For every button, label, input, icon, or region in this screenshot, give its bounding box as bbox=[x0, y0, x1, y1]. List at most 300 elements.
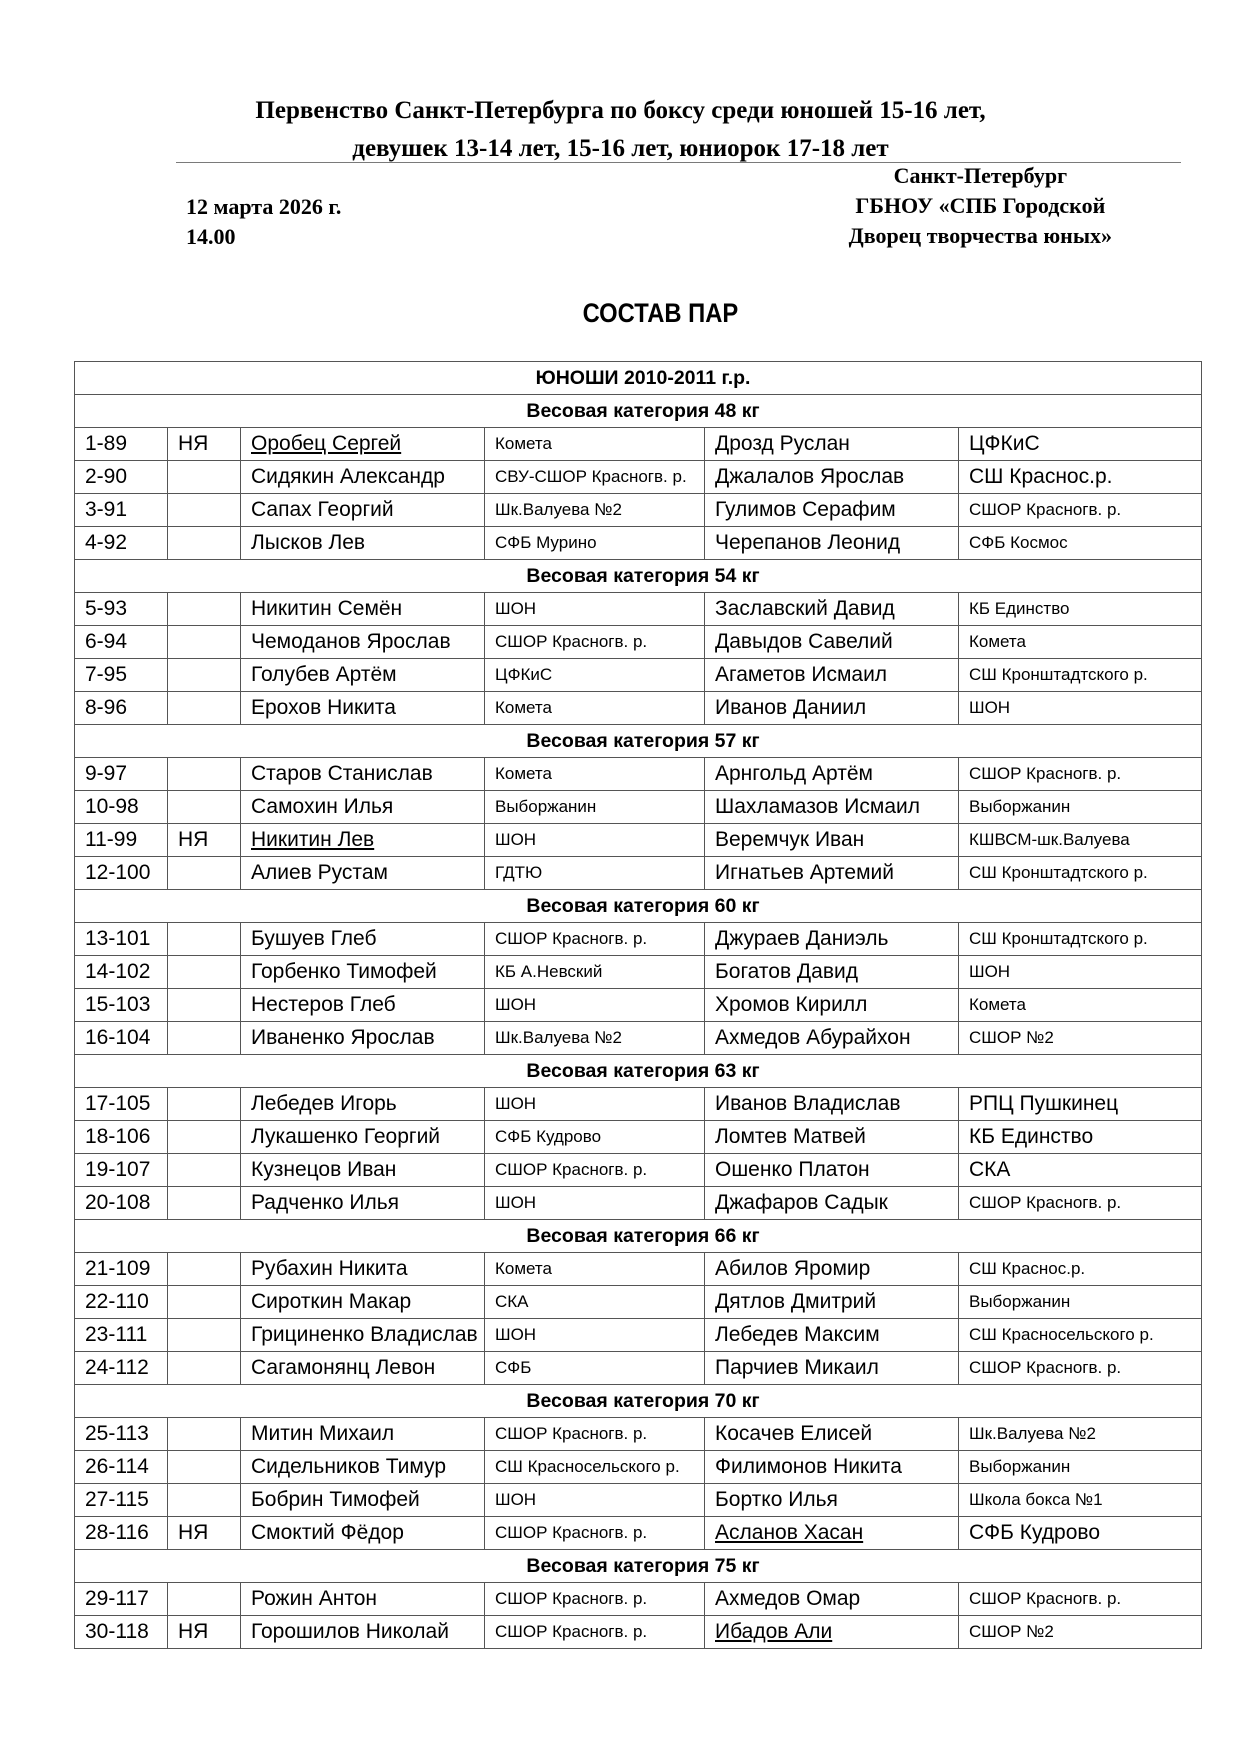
title-line-1: Первенство Санкт-Петербурга по боксу среди юношей 15-16 лет, bbox=[255, 97, 986, 124]
pair-row bbox=[75, 1451, 1202, 1484]
boxer-2-name: Давыдов Савелий bbox=[715, 630, 893, 653]
pair-number-cell bbox=[75, 1088, 168, 1121]
pair-number-cell bbox=[75, 989, 168, 1022]
boxer-2-club: КБ Единство bbox=[969, 1125, 1094, 1148]
pair-number-cell bbox=[75, 857, 168, 890]
boxer-1-name-cell bbox=[241, 1286, 485, 1319]
weight-category-title: Весовая категория 66 кг bbox=[75, 1220, 1202, 1253]
no-show-mark-cell bbox=[168, 1451, 241, 1484]
title-line-2: девушек 13-14 лет, 15-16 лет, юниорок 17-18 лет bbox=[352, 135, 889, 162]
pair-number-cell bbox=[75, 1253, 168, 1286]
boxer-1-club-cell bbox=[485, 1352, 705, 1385]
boxer-1-name-cell bbox=[241, 1517, 485, 1550]
boxer-2-club: ЦФКиС bbox=[969, 432, 1040, 455]
boxer-2-club-cell bbox=[959, 824, 1202, 857]
weight-category-title: Весовая категория 60 кг bbox=[75, 890, 1202, 923]
boxer-1-club: ШОН bbox=[495, 1490, 537, 1509]
pair-number: 13-101 bbox=[85, 927, 151, 950]
boxer-2-club-cell bbox=[959, 494, 1202, 527]
boxer-2-club: СШОР Красногв. р. bbox=[969, 1193, 1122, 1212]
boxer-1-name-cell bbox=[241, 1154, 485, 1187]
pair-number: 3-91 bbox=[85, 498, 128, 521]
pair-row bbox=[75, 1352, 1202, 1385]
boxer-1-name: Сироткин Макар bbox=[251, 1290, 412, 1313]
boxer-2-club: КШВСМ-шк.Валуева bbox=[969, 830, 1130, 849]
page-heading: СОСТАВ ПАР bbox=[582, 298, 739, 328]
pair-number: 26-114 bbox=[85, 1455, 149, 1478]
pair-row bbox=[75, 1088, 1202, 1121]
boxer-2-name: Веремчук Иван bbox=[715, 828, 865, 851]
boxer-2-name: Агаметов Исмаил bbox=[715, 663, 888, 686]
weight-category-title: Весовая категория 75 кг bbox=[75, 1550, 1202, 1583]
boxer-1-club: Выборжанин bbox=[495, 797, 597, 816]
no-show-mark-cell bbox=[168, 1418, 241, 1451]
pair-number-cell bbox=[75, 428, 168, 461]
pair-row bbox=[75, 1286, 1202, 1319]
boxer-2-name-cell bbox=[705, 527, 959, 560]
boxer-2-club: СШОР Красногв. р. bbox=[969, 1589, 1122, 1608]
boxer-2-name-cell bbox=[705, 692, 959, 725]
boxer-2-name-cell bbox=[705, 593, 959, 626]
boxer-1-name-cell bbox=[241, 1352, 485, 1385]
weight-category-title: Весовая категория 48 кг bbox=[75, 395, 1202, 428]
pair-number: 6-94 bbox=[85, 630, 128, 653]
boxer-2-club-cell bbox=[959, 428, 1202, 461]
pair-number-cell bbox=[75, 791, 168, 824]
boxer-1-club: СФБ bbox=[495, 1358, 532, 1377]
boxer-1-name: Голубев Артём bbox=[251, 663, 397, 686]
pair-row bbox=[75, 956, 1202, 989]
no-show-mark-cell bbox=[168, 1352, 241, 1385]
pair-row bbox=[75, 692, 1202, 725]
boxer-1-club-cell bbox=[485, 1286, 705, 1319]
boxer-1-name: Старов Станислав bbox=[251, 762, 433, 785]
no-show-mark-cell bbox=[168, 923, 241, 956]
boxer-2-club: СШ Кронштадтского р. bbox=[969, 863, 1148, 882]
boxer-2-club: СШ Красносельского р. bbox=[969, 1325, 1154, 1344]
pair-row bbox=[75, 989, 1202, 1022]
boxer-2-club-cell bbox=[959, 1286, 1202, 1319]
boxer-2-name-cell bbox=[705, 857, 959, 890]
boxer-2-name-cell bbox=[705, 1286, 959, 1319]
no-show-mark-cell bbox=[168, 1253, 241, 1286]
pair-number-cell bbox=[75, 659, 168, 692]
pair-row bbox=[75, 758, 1202, 791]
boxer-2-club: ШОН bbox=[969, 962, 1011, 981]
no-show-mark-cell bbox=[168, 461, 241, 494]
pair-row bbox=[75, 1517, 1202, 1550]
boxer-1-name-cell bbox=[241, 1418, 485, 1451]
no-show-mark-cell bbox=[168, 593, 241, 626]
boxer-1-club-cell bbox=[485, 1583, 705, 1616]
boxer-1-club-cell bbox=[485, 1154, 705, 1187]
pair-number-cell bbox=[75, 494, 168, 527]
boxer-1-name-cell bbox=[241, 1451, 485, 1484]
boxer-2-club: СШ Кронштадтского р. bbox=[969, 665, 1148, 684]
boxer-2-club-cell bbox=[959, 593, 1202, 626]
pair-number-cell bbox=[75, 1286, 168, 1319]
boxer-1-name: Никитин Семён bbox=[251, 597, 403, 620]
pair-number-cell bbox=[75, 593, 168, 626]
boxer-1-club: СШОР Красногв. р. bbox=[495, 1160, 648, 1179]
pair-number: 29-117 bbox=[85, 1587, 149, 1610]
pair-number-cell bbox=[75, 461, 168, 494]
pair-number: 17-105 bbox=[85, 1092, 151, 1115]
boxer-1-name: Сапах Георгий bbox=[251, 498, 394, 521]
event-time: 14.00 bbox=[186, 224, 236, 249]
boxer-2-name: Джафаров Садык bbox=[715, 1191, 888, 1214]
boxer-2-name: Иванов Даниил bbox=[715, 696, 867, 719]
event-date: 12 марта 2026 г. bbox=[186, 194, 342, 219]
boxer-2-club-cell bbox=[959, 1352, 1202, 1385]
boxer-1-club: КБ А.Невский bbox=[495, 962, 603, 981]
boxer-1-club-cell bbox=[485, 1616, 705, 1649]
boxer-2-name: Дятлов Дмитрий bbox=[715, 1290, 877, 1313]
no-show-mark: НЯ bbox=[178, 828, 209, 851]
boxer-2-club: СШ Краснос.р. bbox=[969, 465, 1113, 488]
boxer-1-name-cell bbox=[241, 527, 485, 560]
pair-number: 15-103 bbox=[85, 993, 151, 1016]
boxer-2-name-cell bbox=[705, 1418, 959, 1451]
no-show-mark-cell bbox=[168, 659, 241, 692]
pair-number: 1-89 bbox=[85, 432, 128, 455]
pair-number-cell bbox=[75, 1616, 168, 1649]
boxer-2-name: Богатов Давид bbox=[715, 960, 858, 983]
pair-number-cell bbox=[75, 1451, 168, 1484]
boxer-2-club-cell bbox=[959, 1451, 1202, 1484]
pair-number-cell bbox=[75, 692, 168, 725]
boxer-2-name-cell bbox=[705, 1088, 959, 1121]
boxer-1-club: СФБ Кудрово bbox=[495, 1127, 602, 1146]
boxer-2-name-cell bbox=[705, 1319, 959, 1352]
boxer-1-name-cell bbox=[241, 1088, 485, 1121]
section-row bbox=[75, 362, 1202, 395]
boxer-2-name-cell bbox=[705, 461, 959, 494]
boxer-1-club: ШОН bbox=[495, 995, 537, 1014]
boxer-2-club: СФБ Кудрово bbox=[969, 1521, 1100, 1544]
boxer-1-club: ШОН bbox=[495, 1193, 537, 1212]
pair-row bbox=[75, 1484, 1202, 1517]
boxer-1-club: ШОН bbox=[495, 599, 537, 618]
boxer-1-name: Иваненко Ярослав bbox=[251, 1026, 435, 1049]
boxer-1-name: Алиев Рустам bbox=[251, 861, 388, 884]
boxer-1-name-cell bbox=[241, 1253, 485, 1286]
pair-number-cell bbox=[75, 1418, 168, 1451]
boxer-1-name-cell bbox=[241, 758, 485, 791]
pair-number-cell bbox=[75, 758, 168, 791]
boxer-2-name-cell bbox=[705, 791, 959, 824]
boxer-2-name-cell bbox=[705, 758, 959, 791]
boxer-1-club: СКА bbox=[495, 1292, 529, 1311]
pair-number-cell bbox=[75, 824, 168, 857]
boxer-2-club-cell bbox=[959, 1022, 1202, 1055]
no-show-mark-cell bbox=[168, 1121, 241, 1154]
boxer-2-name-cell bbox=[705, 494, 959, 527]
pair-number: 16-104 bbox=[85, 1026, 151, 1049]
boxer-1-name: Сидякин Александр bbox=[251, 465, 445, 488]
boxer-1-club-cell bbox=[485, 1319, 705, 1352]
pair-number: 24-112 bbox=[85, 1356, 149, 1379]
boxer-2-name-cell bbox=[705, 626, 959, 659]
boxer-1-name: Сидельников Тимур bbox=[251, 1455, 446, 1478]
category-row bbox=[75, 395, 1202, 428]
boxer-2-name: Бортко Илья bbox=[715, 1488, 838, 1511]
boxer-2-name: Парчиев Микаил bbox=[715, 1356, 879, 1379]
no-show-mark-cell bbox=[168, 527, 241, 560]
boxer-1-club-cell bbox=[485, 1253, 705, 1286]
boxer-2-club: Выборжанин bbox=[969, 797, 1071, 816]
no-show-mark-cell bbox=[168, 494, 241, 527]
pair-row bbox=[75, 923, 1202, 956]
boxer-1-name: Горбенко Тимофей bbox=[251, 960, 437, 983]
boxer-1-name-cell bbox=[241, 956, 485, 989]
boxer-2-club-cell bbox=[959, 857, 1202, 890]
boxer-2-club: Комета bbox=[969, 632, 1026, 651]
boxer-1-club: Комета bbox=[495, 698, 552, 717]
pair-number: 14-102 bbox=[85, 960, 151, 983]
boxer-1-club-cell bbox=[485, 857, 705, 890]
category-row bbox=[75, 1385, 1202, 1418]
pair-number: 10-98 bbox=[85, 795, 139, 818]
boxer-1-name: Лысков Лев bbox=[251, 531, 366, 554]
boxer-1-club-cell bbox=[485, 527, 705, 560]
pair-number: 11-99 bbox=[85, 828, 138, 851]
boxer-1-name-cell bbox=[241, 1022, 485, 1055]
boxer-1-club-cell bbox=[485, 1088, 705, 1121]
no-show-mark-cell bbox=[168, 989, 241, 1022]
boxer-1-club: ЦФКиС bbox=[495, 665, 553, 684]
boxer-2-club-cell bbox=[959, 1088, 1202, 1121]
pair-number-cell bbox=[75, 1121, 168, 1154]
boxer-1-club: СШОР Красногв. р. bbox=[495, 1523, 648, 1542]
no-show-mark-cell bbox=[168, 857, 241, 890]
boxer-2-club-cell bbox=[959, 659, 1202, 692]
boxer-1-club-cell bbox=[485, 593, 705, 626]
pair-row bbox=[75, 527, 1202, 560]
boxer-2-name: Ибадов Али bbox=[715, 1620, 833, 1643]
pair-row bbox=[75, 791, 1202, 824]
no-show-mark-cell bbox=[168, 1517, 241, 1550]
boxer-2-club-cell bbox=[959, 1616, 1202, 1649]
boxer-1-club-cell bbox=[485, 1022, 705, 1055]
boxer-2-club: СШОР №2 bbox=[969, 1622, 1054, 1641]
boxer-2-club: СШОР Красногв. р. bbox=[969, 500, 1122, 519]
boxer-1-club-cell bbox=[485, 1418, 705, 1451]
boxer-1-club-cell bbox=[485, 659, 705, 692]
pair-row bbox=[75, 857, 1202, 890]
boxer-1-club: СШ Красносельского р. bbox=[495, 1457, 680, 1476]
pair-number: 21-109 bbox=[85, 1257, 151, 1280]
boxer-1-name-cell bbox=[241, 1583, 485, 1616]
pair-number-cell bbox=[75, 1583, 168, 1616]
pair-row bbox=[75, 494, 1202, 527]
boxer-2-club-cell bbox=[959, 1187, 1202, 1220]
no-show-mark-cell bbox=[168, 1022, 241, 1055]
boxer-2-name-cell bbox=[705, 1154, 959, 1187]
pair-row bbox=[75, 1187, 1202, 1220]
category-row bbox=[75, 1550, 1202, 1583]
boxer-2-club: Комета bbox=[969, 995, 1026, 1014]
boxer-1-club: СШОР Красногв. р. bbox=[495, 1589, 648, 1608]
boxer-1-name: Сагамонянц Левон bbox=[251, 1356, 436, 1379]
boxer-1-name: Лебедев Игорь bbox=[251, 1092, 397, 1115]
boxer-1-club: ШОН bbox=[495, 830, 537, 849]
pair-number-cell bbox=[75, 1319, 168, 1352]
boxer-1-club-cell bbox=[485, 791, 705, 824]
pair-number-cell bbox=[75, 1154, 168, 1187]
boxer-1-name-cell bbox=[241, 989, 485, 1022]
document-title bbox=[0, 92, 1241, 168]
boxer-1-name-cell bbox=[241, 857, 485, 890]
pair-row bbox=[75, 1253, 1202, 1286]
boxer-2-club: КБ Единство bbox=[969, 599, 1070, 618]
weight-category-title: Весовая категория 63 кг bbox=[75, 1055, 1202, 1088]
boxer-2-name: Игнатьев Артемий bbox=[715, 861, 894, 884]
pair-number: 7-95 bbox=[85, 663, 128, 686]
pair-number-cell bbox=[75, 1352, 168, 1385]
no-show-mark-cell bbox=[168, 1187, 241, 1220]
no-show-mark: НЯ bbox=[178, 1521, 209, 1544]
boxer-2-name-cell bbox=[705, 989, 959, 1022]
boxer-2-name: Ахмедов Омар bbox=[715, 1587, 861, 1610]
boxer-2-name: Лебедев Максим bbox=[715, 1323, 880, 1346]
boxer-2-club: Шк.Валуева №2 bbox=[969, 1424, 1096, 1443]
boxer-1-club-cell bbox=[485, 1121, 705, 1154]
boxer-2-name: Дрозд Руслан bbox=[715, 432, 850, 455]
boxer-1-name: Бушуев Глеб bbox=[251, 927, 377, 950]
no-show-mark-cell bbox=[168, 692, 241, 725]
pair-number: 25-113 bbox=[85, 1422, 149, 1445]
boxer-1-name-cell bbox=[241, 1187, 485, 1220]
boxer-2-club-cell bbox=[959, 1517, 1202, 1550]
boxer-1-club: СВУ-СШОР Красногв. р. bbox=[495, 467, 687, 486]
boxer-1-club: СФБ Мурино bbox=[495, 533, 597, 552]
pairs-table bbox=[74, 361, 1202, 1649]
boxer-1-name: Самохин Илья bbox=[251, 795, 394, 818]
boxer-2-name: Заславский Давид bbox=[715, 597, 895, 620]
no-show-mark-cell bbox=[168, 956, 241, 989]
boxer-1-club: СШОР Красногв. р. bbox=[495, 632, 648, 651]
pair-row bbox=[75, 1583, 1202, 1616]
boxer-1-club-cell bbox=[485, 461, 705, 494]
boxer-1-name: Рожин Антон bbox=[251, 1587, 377, 1610]
boxer-1-name-cell bbox=[241, 1616, 485, 1649]
pair-number-cell bbox=[75, 956, 168, 989]
boxer-2-name-cell bbox=[705, 923, 959, 956]
boxer-1-name-cell bbox=[241, 659, 485, 692]
boxer-2-club-cell bbox=[959, 1484, 1202, 1517]
no-show-mark-cell bbox=[168, 1319, 241, 1352]
boxer-1-name: Ерохов Никита bbox=[251, 696, 396, 719]
boxer-1-club: СШОР Красногв. р. bbox=[495, 1622, 648, 1641]
boxer-1-name: Радченко Илья bbox=[251, 1191, 400, 1214]
boxer-2-name: Филимонов Никита bbox=[715, 1455, 902, 1478]
boxer-2-club: СКА bbox=[969, 1158, 1011, 1181]
pair-number: 2-90 bbox=[85, 465, 128, 488]
boxer-2-name: Арнгольд Артём bbox=[715, 762, 873, 785]
boxer-1-club-cell bbox=[485, 1187, 705, 1220]
pair-row bbox=[75, 1319, 1202, 1352]
boxer-2-name-cell bbox=[705, 1022, 959, 1055]
boxer-2-name-cell bbox=[705, 824, 959, 857]
venue-line-1: ГБНОУ «СПБ Городской bbox=[855, 193, 1106, 218]
boxer-1-club-cell bbox=[485, 989, 705, 1022]
no-show-mark-cell bbox=[168, 1616, 241, 1649]
no-show-mark-cell bbox=[168, 824, 241, 857]
boxer-1-club-cell bbox=[485, 692, 705, 725]
boxer-1-name-cell bbox=[241, 923, 485, 956]
no-show-mark-cell bbox=[168, 791, 241, 824]
category-row bbox=[75, 1055, 1202, 1088]
boxer-1-name-cell bbox=[241, 593, 485, 626]
weight-category-title: Весовая категория 70 кг bbox=[75, 1385, 1202, 1418]
boxer-2-club: СШОР Красногв. р. bbox=[969, 764, 1122, 783]
boxer-2-name: Гулимов Серафим bbox=[715, 498, 896, 521]
boxer-2-name: Черепанов Леонид bbox=[715, 531, 901, 554]
pair-row bbox=[75, 659, 1202, 692]
no-show-mark-cell bbox=[168, 1484, 241, 1517]
venue-block bbox=[849, 161, 1112, 251]
boxer-2-name: Джураев Даниэль bbox=[715, 927, 889, 950]
pair-row bbox=[75, 461, 1202, 494]
boxer-2-name-cell bbox=[705, 956, 959, 989]
boxer-1-club: Шк.Валуева №2 bbox=[495, 1028, 622, 1047]
boxer-1-club-cell bbox=[485, 956, 705, 989]
boxer-2-club: Выборжанин bbox=[969, 1457, 1071, 1476]
date-time-block bbox=[186, 192, 341, 252]
no-show-mark-cell bbox=[168, 626, 241, 659]
boxer-1-name: Горошилов Николай bbox=[251, 1620, 449, 1643]
boxer-2-club: ШОН bbox=[969, 698, 1011, 717]
pair-number: 12-100 bbox=[85, 861, 151, 884]
boxer-2-club-cell bbox=[959, 626, 1202, 659]
pair-number-cell bbox=[75, 1187, 168, 1220]
boxer-1-name: Бобрин Тимофей bbox=[251, 1488, 420, 1511]
pair-row bbox=[75, 1121, 1202, 1154]
boxer-1-name: Нестеров Глеб bbox=[251, 993, 396, 1016]
boxer-2-club-cell bbox=[959, 692, 1202, 725]
pair-number: 18-106 bbox=[85, 1125, 151, 1148]
boxer-1-name: Никитин Лев bbox=[251, 828, 375, 851]
pair-row bbox=[75, 593, 1202, 626]
boxer-2-club-cell bbox=[959, 1319, 1202, 1352]
boxer-2-name-cell bbox=[705, 1253, 959, 1286]
boxer-1-club: СШОР Красногв. р. bbox=[495, 929, 648, 948]
boxer-1-club-cell bbox=[485, 758, 705, 791]
boxer-1-club: ШОН bbox=[495, 1325, 537, 1344]
no-show-mark-cell bbox=[168, 1286, 241, 1319]
weight-category-title: Весовая категория 57 кг bbox=[75, 725, 1202, 758]
boxer-2-name-cell bbox=[705, 1352, 959, 1385]
boxer-1-club: ГДТЮ bbox=[495, 863, 543, 882]
boxer-1-club: Комета bbox=[495, 764, 552, 783]
pair-row bbox=[75, 1022, 1202, 1055]
section-title: ЮНОШИ 2010-2011 г.р. bbox=[75, 362, 1202, 395]
boxer-1-name-cell bbox=[241, 428, 485, 461]
boxer-2-name-cell bbox=[705, 1517, 959, 1550]
event-city: Санкт-Петербург bbox=[893, 163, 1068, 188]
boxer-1-club: Комета bbox=[495, 1259, 552, 1278]
boxer-2-name: Ахмедов Абурайхон bbox=[715, 1026, 911, 1049]
boxer-2-name: Иванов Владислав bbox=[715, 1092, 901, 1115]
boxer-2-club-cell bbox=[959, 923, 1202, 956]
boxer-1-name: Митин Михаил bbox=[251, 1422, 395, 1445]
pair-number: 5-93 bbox=[85, 597, 128, 620]
boxer-2-club: СШ Краснос.р. bbox=[969, 1259, 1086, 1278]
boxer-1-club-cell bbox=[485, 923, 705, 956]
pair-number: 8-96 bbox=[85, 696, 128, 719]
pair-number: 20-108 bbox=[85, 1191, 151, 1214]
